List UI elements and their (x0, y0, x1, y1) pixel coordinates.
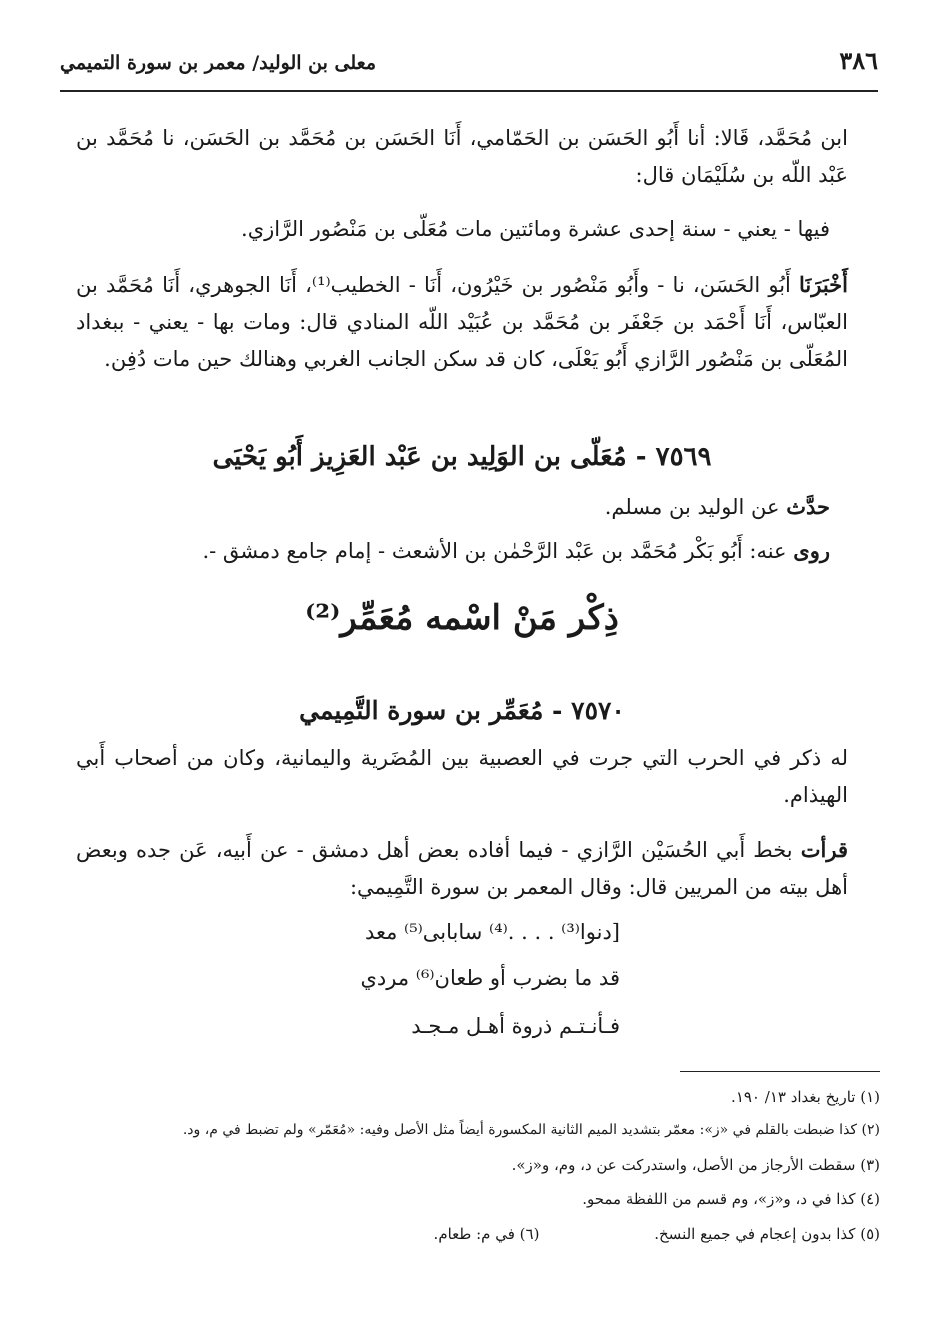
entry-7570-para1: له ذكر في الحرب التي جرت في العصبية بين المُضَرية واليمانية، وكان من أصحاب أَبي الهيذام. (76, 746, 848, 807)
paragraph-isnad-1: ابن مُحَمَّد، قَالا: أنا أَبُو الحَسَن بن الحَمّامي، أَنَا الحَسَن بن مُحَمَّد بن الحَسَن، نا مُحَمَّد بن عَبْد اللّه بن سُلَيْمَان قال: (76, 126, 848, 187)
footnote-divider (680, 1071, 880, 1072)
entry-7570-para2: قرأت بخط أَبي الحُسَيْن الرَّازي - فيما أفاده بعض أهل دمشق - عن أَبيه، عَن جده وبعض أهل بيته من المريين قال: وقال المعمر بن سورة التَّمِيمي: (76, 837, 848, 899)
verse-line-3: فـأنـتـم ذروة أهـل مـجـد (411, 1014, 620, 1038)
rawa-lead: روى (793, 538, 830, 563)
footnote-1: (١) تاريخ بغداد ١٣/ ١٩٠. (731, 1088, 880, 1106)
page-number: ٣٨٦ (839, 46, 878, 75)
qaraat-lead: قرأت (800, 837, 848, 862)
footnote-6: (٦) في م: طعام. (433, 1225, 540, 1243)
paragraph-death-year: فيها - يعني - سنة إحدى عشرة ومائتين مات مُعَلّى بن مَنْصُور الرَّازي. (241, 217, 830, 241)
akhbarana-lead: أَخْبَرَنَا (799, 272, 848, 297)
haddath-lead: حدَّث (786, 494, 830, 519)
entry-7569-rawa: روى عنه: أَبُو بَكْر مُحَمَّد بن عَبْد الرَّحْمٰن بن الأشعث - إمام جامع دمشق -. (202, 538, 830, 563)
paragraph-isnad-2-text: أَبُو الحَسَن، نا - وأَبُو مَنْصُور بن خَيْرُون، أَنَا - الخطيب⁽¹⁾، أَنَا الجوهري، أَنَا مُحَمَّد بن العبّاس، أَنَا أَحْمَد بن جَعْفَر بن مُحَمَّد بن عُبَيْد اللّه المنادي قال: ومات بها - يعني - ببغداد المُعَلّى بن مَنْصُور الرَّازي أَبُو يَعْلَى، كان قد سكن الجانب الغربي وهنالك حين مات دُفِن. (76, 273, 848, 371)
page-header (60, 42, 878, 92)
footnote-4: (٤) كذا في د، و«ز»، وم قسم من اللفظة ممحو. (582, 1190, 880, 1208)
footnote-5: (٥) كذا بدون إعجام في جميع النسخ. (654, 1225, 880, 1243)
verse-line-1: [دنوا⁽³⁾ . . . .⁽⁴⁾ سابابى⁽⁵⁾ معد (364, 920, 620, 944)
entry-7569-haddath: حدَّث عن الوليد بن مسلم. (604, 494, 830, 519)
running-title: معلى بن الوليد/ معمر بن سورة التميمي (60, 52, 376, 74)
paragraph-isnad-2 (76, 266, 848, 378)
entry-7569-title: ٧٥٦٩ - مُعَلّى بن الوَلِيد بن عَبْد العَزِيز أَبُو يَحْيَى (212, 442, 712, 472)
footnote-row-5-6 (60, 1225, 880, 1243)
verse-line-2: قد ما بضرب أو طعان⁽⁶⁾ مردي (360, 966, 620, 990)
entry-7570-title: ٧٥٧٠ - مُعَمِّر بن سورة التَّمِيمي (299, 696, 625, 725)
footnote-3: (٣) سقطت الأرجاز من الأصل، واستدركت عن د، وم، و«ز». (511, 1156, 880, 1174)
section-title: ذِكْر مَنْ اسْمه مُعَمِّر⁽²⁾ (305, 598, 619, 638)
footnote-2: (٢) كذا ضبطت بالقلم في «ز»: معمّر بتشديد الميم الثانية المكسورة أيضاً مثل الأصل وفيه: «مُعَمّر» ولم تضبط في م، ود. (182, 1122, 880, 1138)
